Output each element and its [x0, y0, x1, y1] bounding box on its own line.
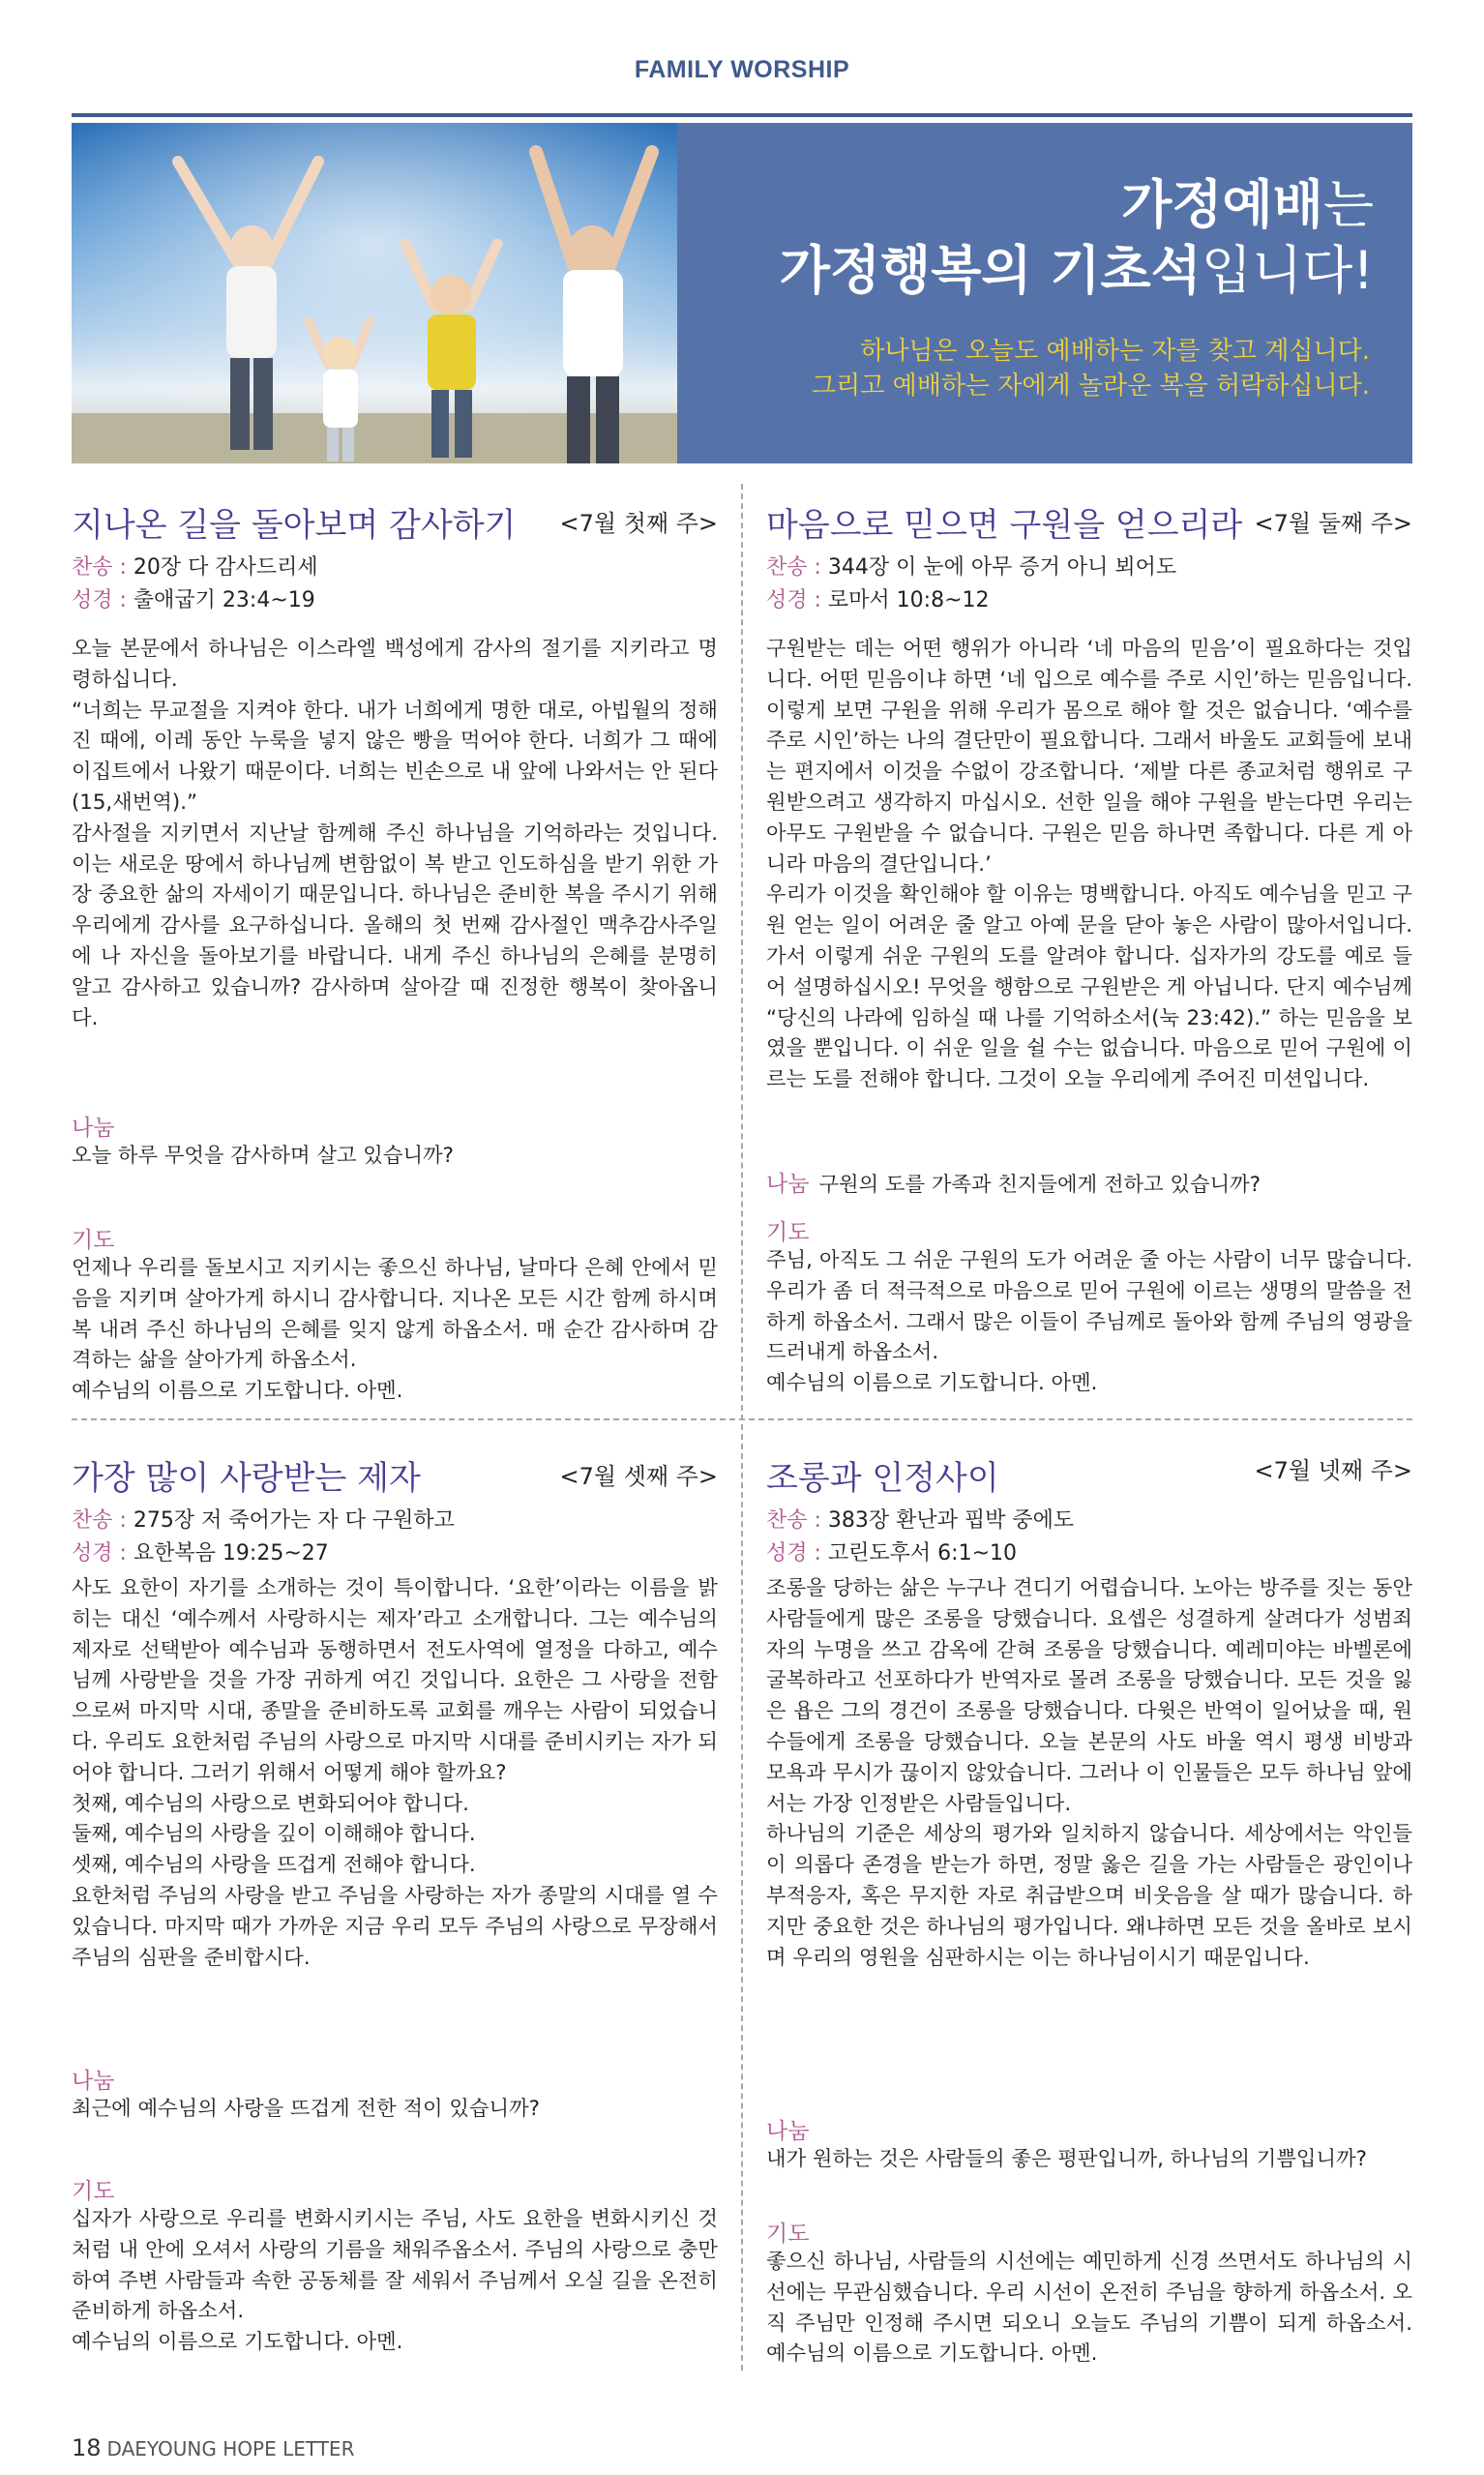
share-line	[766, 1166, 1261, 1198]
headline-thin: 입니다!	[1201, 240, 1374, 301]
scripture-label: 성경 :	[72, 588, 127, 612]
row-divider	[72, 1418, 1412, 1420]
prayer-body	[766, 2247, 1412, 2370]
share-question: 구원의 도를 가족과 친지들에게 전하고 있습니까?	[818, 1173, 1261, 1197]
scripture-line	[766, 1536, 1017, 1566]
share-heading: 나눔	[72, 1116, 115, 1141]
share-question: 내가 원하는 것은 사람들의 좋은 평판입니까, 하나님의 기쁨입니까?	[766, 2147, 1367, 2171]
banner-panel	[677, 123, 1412, 463]
hymn-line	[766, 551, 1176, 581]
hymn-text: 20장 다 감사드리세	[133, 555, 318, 580]
banner-headline-line1	[1121, 173, 1374, 237]
prayer-body	[766, 1245, 1412, 1399]
hymn-line	[72, 551, 318, 581]
body-paragraph: 둘째, 예수님의 사랑을 깊이 이해해야 합니다.	[72, 1822, 476, 1847]
body-paragraph: 사도 요한이 자기를 소개하는 것이 특이합니다. ‘요한’이라는 이름을 밝히는 대신 ‘예수께서 사랑하시는 제자’라고 소개합니다. 그는 예수님의 제자로 선택받아 예수님과 동행하면서 전도사역에 열정을 다하고, 예수님께 사랑받을 것을 가장 귀하게 여긴 것입니다. 요한은 그 사랑을 전함으로써 마지막 시대, 종말을 준비하도록 교회를 깨우는 사람이 되었습니다. 우리도 요한처럼 주님의 사랑으로 마지막 시대를 준비시키는 자가 되어야 합니다. 그러기 위해서 어떻게 해야 할까요?	[72, 1576, 718, 1785]
section-title: 조롱과 인정사이	[766, 1459, 999, 1498]
prayer-paragraph: 십자가 사랑으로 우리를 변화시키시는 주님, 사도 요한을 변화시키신 것처럼 내 안에 오셔서 사랑의 기름을 채워주옵소서. 주님의 사랑으로 충만하여 주변 사람들과 속한 공동체를 잘 세워서 주님께서 오실 길을 온전히 준비하게 하옵소서.	[72, 2207, 718, 2324]
banner-subtitle-line1: 하나님은 오늘도 예배하는 자를 찾고 계십니다.	[860, 337, 1370, 366]
hymn-line	[72, 1504, 455, 1534]
sermon-body	[766, 634, 1412, 1095]
share-question: 최근에 예수님의 사랑을 뜨겁게 전한 적이 있습니까?	[72, 2097, 540, 2121]
prayer-paragraph: 예수님의 이름으로 기도합니다. 아멘.	[766, 1371, 1098, 1396]
share-heading: 나눔	[766, 1172, 810, 1197]
body-paragraph: 조롱을 당하는 삶은 누구나 견디기 어렵습니다. 노아는 방주를 짓는 동안 사람들에게 많은 조롱을 당했습니다. 요셉은 성결하게 살려다가 성범죄자의 누명을 쓰고 감옥에 갇혀 조롱을 당했습니다. 예레미야는 바벨론에 굴복하라고 선포하다가 반역자로 몰려 조롱을 당했습니다. 모든 것을 잃은 욥은 그의 경건이 조롱을 당했습니다. 다윗은 반역이 일어났을 때, 원수들에게 조롱을 당했습니다. 오늘 본문의 사도 바울 역시 평생 비방과 모욕과 무시가 끊이지 않았습니다. 그러나 이 인물들은 모두 하나님 앞에서는 가장 인정받은 사람들입니다.	[766, 1576, 1412, 1816]
body-paragraph: “너희는 무교절을 지켜야 한다. 내가 너희에게 명한 대로, 아빕월의 정해진 때에, 이레 동안 누룩을 넣지 않은 빵을 먹어야 한다. 너희가 그 때에 이집트에서 나왔기 때문이다. 너희는 빈손으로 내 앞에 나와서는 안 된다(15,새번역).”	[72, 698, 718, 815]
section-label: FAMILY WORSHIP	[634, 56, 850, 83]
banner-headline-line2	[780, 239, 1374, 303]
hymn-text: 344장 이 눈에 아무 증거 아니 뵈어도	[827, 555, 1177, 580]
prayer-paragraph: 예수님의 이름으로 기도합니다. 아멘.	[72, 1379, 403, 1404]
prayer-paragraph: 주님, 아직도 그 쉬운 구원의 도가 어려운 줄 아는 사람이 너무 많습니다. 우리가 좀 더 적극적으로 마음으로 믿어 구원에 이르는 생명의 말씀을 전하게 하옵소서. 그래서 많은 이들이 주님께로 돌아와 함께 주님의 영광을 드러내게 하옵소서.	[766, 1248, 1412, 1365]
scripture-line	[72, 1536, 329, 1566]
scripture-label: 성경 :	[766, 1541, 821, 1566]
scripture-label: 성경 :	[72, 1541, 127, 1566]
prayer-paragraph: 언제나 우리를 돌보시고 지키시는 좋으신 하나님, 날마다 은혜 안에서 믿음을 지키며 살아가게 하시니 감사합니다. 지나온 모든 시간 함께 하시며 복 내려 주신 하나님의 은혜를 잊지 않게 하옵소서. 매 순간 감사하며 감격하는 삶을 살아가게 하옵소서.	[72, 1256, 718, 1373]
scripture-label: 성경 :	[766, 588, 821, 612]
page-footer	[72, 2434, 354, 2461]
prayer-body	[72, 1253, 718, 1407]
body-paragraph: 첫째, 예수님의 사랑으로 변화되어야 합니다.	[72, 1791, 469, 1816]
prayer-paragraph: 좋으신 하나님, 사람들의 시선에는 예민하게 신경 쓰면서도 하나님의 시선에는 무관심했습니다. 우리 시선이 온전히 주님을 향하게 하옵소서. 오직 주님만 인정해 주시면 되오니 오늘도 주님의 기쁨이 되게 하옵소서. 예수님의 이름으로 기도합니다. 아멘.	[766, 2250, 1412, 2367]
prayer-heading: 기도	[766, 1220, 810, 1245]
hymn-text: 275장 저 죽어가는 자 다 구원하고	[133, 1508, 455, 1533]
scripture-text: 고린도후서 6:1~10	[827, 1541, 1018, 1566]
week-label: <7월 첫째 주>	[559, 510, 718, 537]
prayer-body	[72, 2204, 718, 2358]
headline-bold: 가정행복의 기초석	[779, 240, 1202, 301]
share-heading: 나눔	[72, 2069, 115, 2094]
share-heading: 나눔	[766, 2119, 810, 2144]
section-title: 가장 많이 사랑받는 제자	[72, 1459, 421, 1498]
body-paragraph: 감사절을 지키면서 지난날 함께해 주신 하나님을 기억하라는 것입니다. 이는 새로운 땅에서 하나님께 변함없이 복 받고 인도하심을 받기 위한 가장 중요한 삶의 자세이기 때문입니다. 하나님은 준비한 복을 주시기 위해 우리에게 감사를 요구하십니다. 올해의 첫 번째 감사절인 맥추감사주일에 나 자신을 돌아보기를 바랍니다. 내게 주신 하나님의 은혜를 분명히 알고 감사하고 있습니까? 감사하며 살아갈 때 진정한 행복이 찾아옵니다.	[72, 820, 718, 1030]
sermon-body	[72, 1573, 718, 1973]
hymn-line	[766, 1504, 1074, 1534]
hymn-label: 찬송 :	[766, 1508, 821, 1533]
hymn-label: 찬송 :	[72, 1508, 127, 1533]
header-rule	[72, 113, 1412, 117]
family-raising-hands-illustration	[72, 123, 677, 463]
scripture-text: 요한복음 19:25~27	[133, 1541, 329, 1566]
banner	[72, 123, 1412, 463]
week-label: <7월 셋째 주>	[559, 1463, 718, 1490]
body-paragraph: 우리가 이것을 확인해야 할 이유는 명백합니다. 아직도 예수님을 믿고 구원 얻는 일이 어려운 줄 알고 아예 문을 닫아 놓은 사람이 많아서입니다. 가서 이렇게 쉬운 구원의 도를 알려야 합니다. 십자가의 강도를 예로 들어 설명하십시오! 무엇을 행함으로 구원받은 게 아닙니다. 단지 예수님께 “당신의 나라에 임하실 때 나를 기억하소서(눅 23:42).” 하는 믿음을 보였을 뿐입니다. 이 쉬운 일을 쉴 수는 없습니다. 마음으로 믿어 구원에 이르는 도를 전해야 합니다. 그것이 오늘 우리에게 주어진 미션입니다.	[766, 882, 1412, 1092]
body-paragraph: 요한처럼 주님의 사랑을 받고 주님을 사랑하는 자가 종말의 시대를 열 수 있습니다. 마지막 때가 가까운 지금 우리 모두 주님의 사랑으로 무장해서 주님의 심판을 준비합시다.	[72, 1883, 718, 1970]
family-photo	[72, 123, 677, 463]
headline-bold: 가정예배	[1121, 174, 1323, 235]
body-paragraph: 하나님의 기준은 세상의 평가와 일치하지 않습니다. 세상에서는 악인들이 의롭다 존경을 받는가 하면, 정말 옳은 길을 가는 사람들은 광인이나 부적응자, 혹은 무지한 자로 취급받으며 비웃음을 살 때가 많습니다. 하지만 중요한 것은 하나님의 평가입니다. 왜냐하면 모든 것을 올바로 보시며 우리의 영원을 심판하시는 이는 하나님이시기 때문입니다.	[766, 1822, 1412, 1970]
prayer-heading: 기도	[72, 1228, 115, 1253]
scripture-text: 출애굽기 23:4~19	[133, 588, 315, 612]
body-paragraph: 오늘 본문에서 하나님은 이스라엘 백성에게 감사의 절기를 지키라고 명령하십니다.	[72, 637, 718, 692]
sermon-body	[72, 634, 718, 1033]
prayer-heading: 기도	[72, 2179, 115, 2204]
share-question: 오늘 하루 무엇을 감사하며 살고 있습니까?	[72, 1144, 454, 1168]
week-label: <7월 넷째 주>	[1254, 1457, 1412, 1484]
body-paragraph: 셋째, 예수님의 사랑을 뜨겁게 전해야 합니다.	[72, 1853, 476, 1878]
hymn-text: 383장 환난과 핍박 중에도	[827, 1508, 1075, 1533]
week-label: <7월 둘째 주>	[1254, 510, 1412, 537]
page-number: 18	[72, 2434, 102, 2461]
scripture-line	[766, 583, 990, 613]
publication-name: DAEYOUNG HOPE LETTER	[106, 2437, 355, 2460]
body-paragraph: 구원받는 데는 어떤 행위가 아니라 ‘네 마음의 믿음’이 필요하다는 것입니다. 어떤 믿음이냐 하면 ‘네 입으로 예수를 주로 시인’하는 믿음입니다. 이렇게 보면 구원을 위해 우리가 몸으로 해야 할 것은 없습니다. ‘예수를 주로 시인’하는 나의 결단만이 필요합니다. 그래서 바울도 교회들에 보내는 편지에서 이것을 수없이 강조합니다. ‘제발 다른 종교처럼 행위로 구원받으려고 생각하지 마십시오. 선한 일을 해야 구원을 받는다면 우리는 아무도 구원받을 수 없습니다. 구원은 믿음 하나면 족합니다. 다른 게 아니라 마음의 결단입니다.’	[766, 637, 1412, 877]
prayer-paragraph: 예수님의 이름으로 기도합니다. 아멘.	[72, 2330, 403, 2355]
scripture-line	[72, 583, 315, 613]
hymn-label: 찬송 :	[766, 555, 821, 580]
prayer-heading: 기도	[766, 2222, 810, 2247]
sermon-body	[766, 1573, 1412, 1973]
hymn-label: 찬송 :	[72, 555, 127, 580]
section-title: 지나온 길을 돌아보며 감사하기	[72, 506, 517, 545]
section-title: 마음으로 믿으면 구원을 얻으리라	[766, 506, 1243, 545]
column-divider	[741, 484, 743, 2371]
scripture-text: 로마서 10:8~12	[827, 588, 990, 612]
headline-thin: 는	[1322, 174, 1374, 235]
banner-subtitle-line2: 그리고 예배하는 자에게 놀라운 복을 허락하십니다.	[811, 372, 1370, 401]
